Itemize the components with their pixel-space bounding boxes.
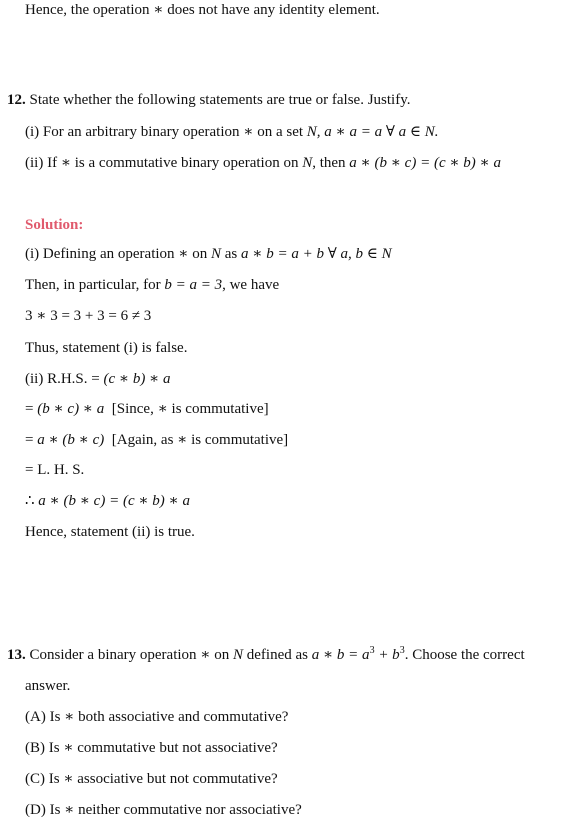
solution-line-2 bbox=[25, 276, 279, 294]
question-13-continuation: answer. bbox=[25, 678, 71, 694]
solution-text: ∴ bbox=[25, 493, 39, 509]
solution-line-6 bbox=[25, 400, 269, 418]
solution-line-3: 3 ∗ 3 = 3 + 3 = 6 ≠ 3 bbox=[25, 308, 152, 324]
solution-line-4: Thus, statement (i) is false. bbox=[25, 340, 188, 356]
solution-line-1 bbox=[25, 245, 392, 263]
exponent: 3 bbox=[399, 645, 405, 656]
part-2-math-set: N bbox=[302, 155, 313, 171]
question-13-formula: a ∗ b = a bbox=[311, 647, 370, 663]
question-12-statement bbox=[7, 91, 411, 109]
question-13-statement bbox=[7, 646, 525, 664]
question-12-part-2 bbox=[25, 154, 501, 172]
solution-text: = bbox=[25, 432, 38, 448]
solution-math: a ∗ (b ∗ c) = (c ∗ b) ∗ a bbox=[38, 493, 190, 509]
solution-line-5 bbox=[25, 370, 171, 388]
question-13-math-set: N bbox=[232, 647, 243, 663]
question-13-text: Consider a binary operation ∗ on bbox=[29, 647, 233, 663]
solution-label: Solution: bbox=[25, 217, 84, 233]
solution-text: , we have bbox=[222, 277, 280, 293]
part-1-math: N, a ∗ a = a ∀ a ∈ N. bbox=[306, 124, 439, 140]
option-a: (A) Is ∗ both associative and commutative? bbox=[25, 709, 289, 725]
solution-line-8: = L. H. S. bbox=[25, 462, 85, 478]
question-13-formula: + b bbox=[374, 647, 400, 663]
solution-text: (i) Defining an operation ∗ on bbox=[25, 246, 211, 262]
solution-text: = bbox=[25, 401, 38, 417]
option-b: (B) Is ∗ commutative but not associative? bbox=[25, 740, 278, 756]
exponent: 3 bbox=[369, 645, 375, 656]
question-13-number: 13. bbox=[7, 647, 26, 663]
solution-math: (b ∗ c) ∗ a bbox=[37, 401, 105, 417]
solution-text: Then, in particular, for bbox=[25, 277, 165, 293]
question-13-text-post: . Choose the correct bbox=[404, 647, 525, 663]
question-12-part-1 bbox=[25, 123, 439, 141]
question-12-number: 12. bbox=[7, 92, 26, 108]
part-1-text: (i) For an arbitrary binary operation ∗ on a set bbox=[25, 124, 307, 140]
solution-math: a ∗ b = a + b ∀ a, b ∈ N bbox=[241, 246, 392, 262]
solution-text: as bbox=[221, 246, 241, 262]
solution-line-10: Hence, statement (ii) is true. bbox=[25, 524, 195, 540]
solution-line-9 bbox=[25, 492, 190, 510]
part-2-text: (ii) If ∗ is a commutative binary operation on bbox=[25, 155, 303, 171]
option-c: (C) Is ∗ associative but not commutative? bbox=[25, 771, 278, 787]
solution-math: a ∗ (b ∗ c) bbox=[37, 432, 105, 448]
part-2-math: a ∗ (b ∗ c) = (c ∗ b) ∗ a bbox=[349, 155, 501, 171]
solution-math: b = a = 3 bbox=[164, 277, 223, 293]
intro-text: Hence, the operation ∗ does not have any identity element. bbox=[25, 2, 380, 18]
solution-math: N bbox=[210, 246, 221, 262]
solution-text: [Again, as ∗ is commutative] bbox=[104, 432, 289, 448]
solution-math: (c ∗ b) ∗ a bbox=[103, 371, 171, 387]
option-d: (D) Is ∗ neither commutative nor associative? bbox=[25, 802, 302, 818]
solution-text: (ii) R.H.S. = bbox=[25, 371, 104, 387]
part-2-text-mid: , then bbox=[312, 155, 350, 171]
question-12-text: State whether the following statements are true or false. Justify. bbox=[29, 92, 411, 108]
solution-line-7 bbox=[25, 431, 288, 449]
question-13-text-mid: defined as bbox=[243, 647, 312, 663]
solution-text: [Since, ∗ is commutative] bbox=[104, 401, 269, 417]
